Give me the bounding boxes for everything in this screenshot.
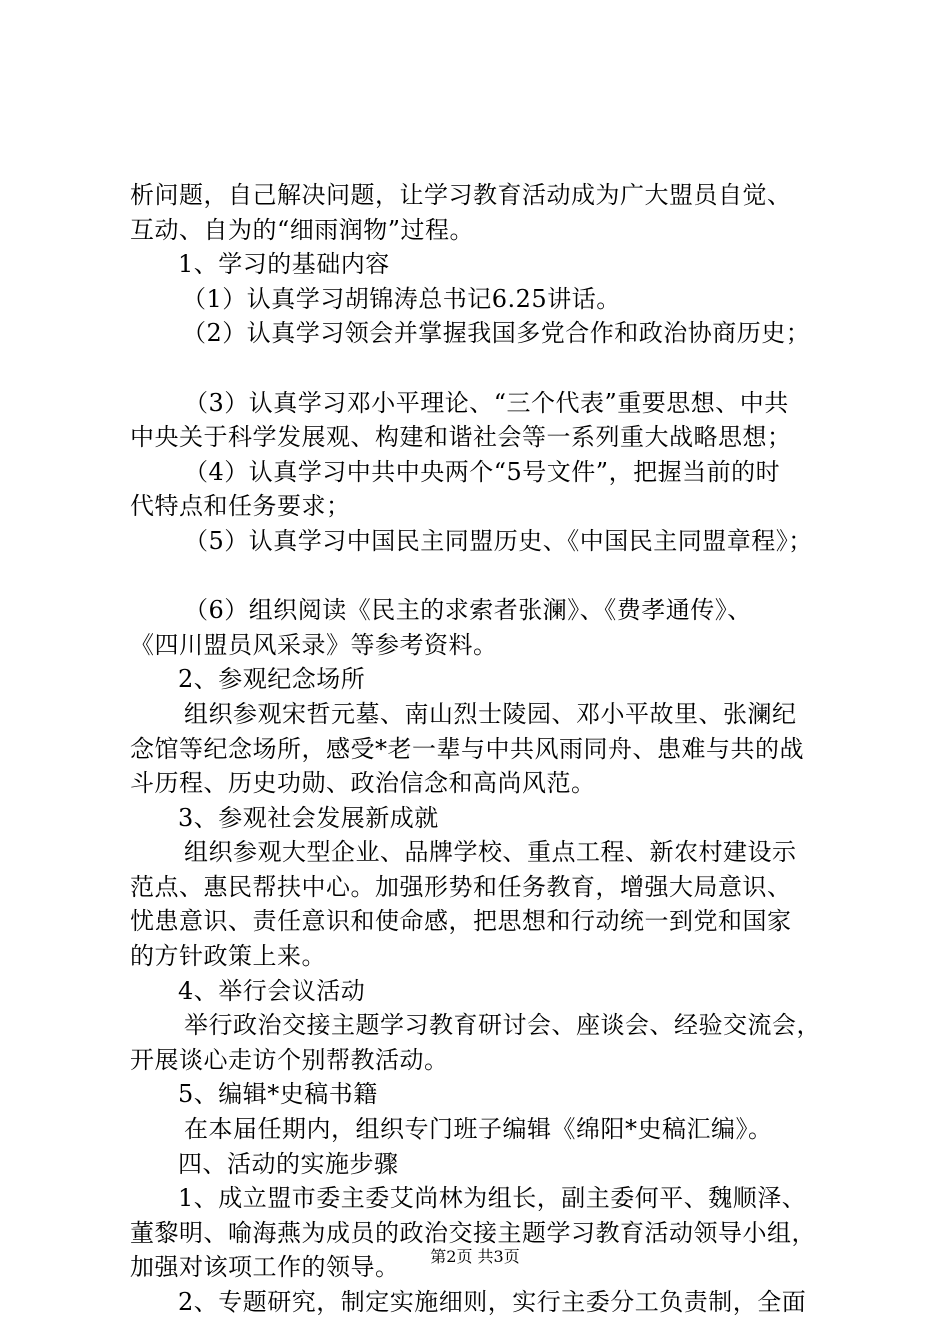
list-item: （5）认真学习中国民主同盟历史、《中国民主同盟章程》； [184, 526, 813, 555]
section-heading: 3、参观社会发展新成就 [178, 803, 439, 832]
list-item: （3）认真学习邓小平理论、“三个代表”重要思想、中共 [184, 388, 789, 417]
text-line: 范点、惠民帮扶中心。加强形势和任务教育，增强大局意识、 [130, 872, 792, 901]
text-line: 斗历程、历史功勋、政治信念和高尚风范。 [130, 769, 596, 798]
section-heading: 5、编辑*史稿书籍 [178, 1080, 378, 1109]
paragraph-start: 组织参观宋哲元墓、南山烈士陵园、邓小平故里、张澜纪 [184, 699, 797, 728]
paragraph-start: 在本届任期内，组织专门班子编辑《绵阳*史稿汇编》。 [184, 1115, 773, 1144]
text-line: 的方针政策上来。 [130, 942, 326, 971]
list-item: （2）认真学习领会并掌握我国多党合作和政治协商历史； [182, 319, 811, 348]
section-heading: 1、学习的基础内容 [178, 250, 390, 279]
text-line: 开展谈心走访个别帮教活动。 [130, 1045, 449, 1074]
blank-line [130, 559, 830, 594]
list-item: （4）认真学习中共中央两个“5号文件”，把握当前的时 [184, 457, 781, 486]
text-line: 董黎明、喻海燕为成员的政治交接主题学习教育活动领导小组， [130, 1218, 816, 1247]
list-item: （6）组织阅读《民主的求索者张澜》、《费孝通传》、 [184, 596, 752, 625]
text-line: 互动、自为的“细雨润物”过程。 [130, 215, 475, 244]
text-line: 念馆等纪念场所，感受*老一辈与中共风雨同舟、患难与共的战 [130, 734, 804, 763]
text-line: 加强对该项工作的领导。 [130, 1253, 400, 1282]
section-heading: 四、活动的实施步骤 [178, 1149, 399, 1178]
paragraph-start: 组织参观大型企业、品牌学校、重点工程、新农村建设示 [184, 838, 797, 867]
page-footer: 第2页 共3页 [430, 1247, 520, 1266]
blank-line [130, 351, 830, 386]
section-heading: 4、举行会议活动 [178, 976, 366, 1005]
list-item: （1）认真学习胡锦涛总书记6.25讲话。 [182, 284, 621, 313]
paragraph-start: 1、成立盟市委主委艾尚林为组长，副主委何平、魏顺泽、 [178, 1184, 807, 1213]
paragraph-start: 2、专题研究，制定实施细则，实行主委分工负责制，全面 [178, 1288, 807, 1316]
document-body [130, 178, 830, 1320]
text-line: 析问题，自己解决问题，让学习教育活动成为广大盟员自觉、 [130, 181, 792, 209]
text-line: 忧患意识、责任意识和使命感，把思想和行动统一到党和国家 [130, 907, 792, 936]
paragraph-start: 举行政治交接主题学习教育研讨会、座谈会、经验交流会， [184, 1011, 821, 1040]
section-heading: 2、参观纪念场所 [178, 665, 366, 694]
text-line: 中央关于科学发展观、构建和谐社会等一系列重大战略思想； [130, 423, 792, 452]
text-line: 代特点和任务要求； [130, 492, 351, 521]
text-line: 《四川盟员风采录》等参考资料。 [130, 630, 498, 659]
